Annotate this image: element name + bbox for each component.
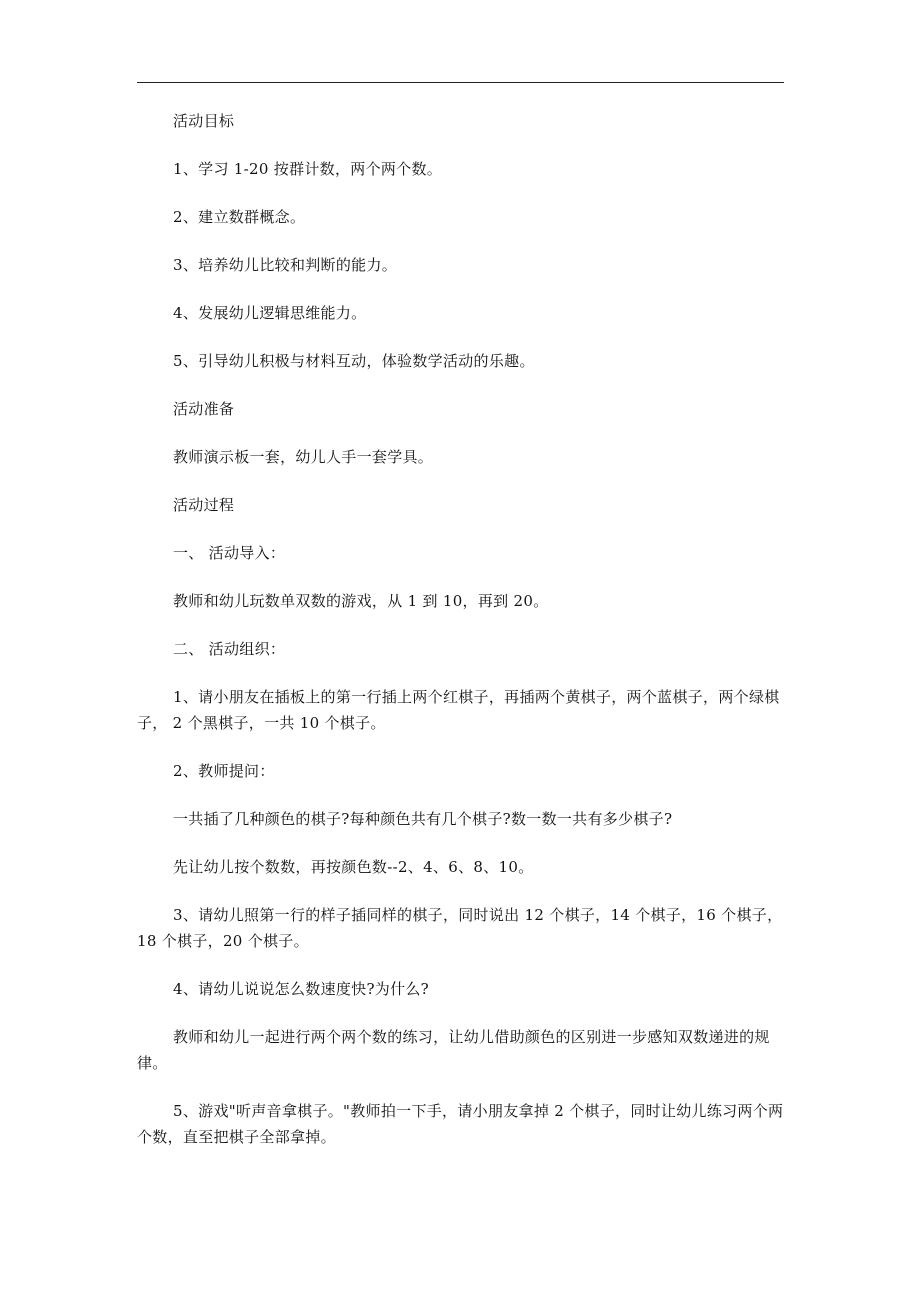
goal-item-1: 1、学习 1-20 按群计数，两个两个数。 bbox=[173, 160, 443, 178]
goal-item-3: 3、培养幼儿比较和判断的能力。 bbox=[173, 256, 398, 274]
practice-text: 教师和幼儿一起进行两个两个数的练习，让幼儿借助颜色的区别进一步感知双数递进的规律。 bbox=[137, 1028, 770, 1072]
step-1-text: 1、请小朋友在插板上的第一行插上两个红棋子，再插两个黄棋子，两个蓝棋子，两个绿棋子， 2 个黑棋子，一共 10 个棋子。 bbox=[137, 688, 780, 732]
heading-activity-goals: 活动目标 bbox=[173, 112, 235, 130]
preparation-text: 教师演示板一套，幼儿人手一套学具。 bbox=[173, 448, 434, 466]
step-3-text: 3、请幼儿照第一行的样子插同样的棋子，同时说出 12 个棋子，14 个棋子，16 个棋子，18 个棋子，20 个棋子。 bbox=[137, 906, 783, 950]
heading-activity-preparation: 活动准备 bbox=[173, 400, 235, 418]
introduction-text: 教师和幼儿玩数单双数的游戏，从 1 到 10，再到 20。 bbox=[173, 592, 549, 610]
section-introduction: 一、 活动导入： bbox=[173, 544, 286, 562]
step-4-text: 4、请幼儿说说怎么数速度快?为什么? bbox=[173, 980, 430, 998]
goal-item-5: 5、引导幼儿积极与材料互动，体验数学活动的乐趣。 bbox=[173, 352, 535, 370]
document-body bbox=[137, 108, 784, 1150]
header-rule bbox=[137, 82, 784, 83]
teacher-question-text: 一共插了几种颜色的棋子?每种颜色共有几个棋子?数一数一共有多少棋子? bbox=[173, 810, 673, 828]
goal-item-2: 2、建立数群概念。 bbox=[173, 208, 306, 226]
step-2-text: 2、教师提问： bbox=[173, 762, 275, 780]
step-5-text: 5、游戏"听声音拿棋子。"教师拍一下手，请小朋友拿掉 2 个棋子，同时让幼儿练习两个两个数，直至把棋子全部拿掉。 bbox=[137, 1102, 784, 1146]
heading-activity-process: 活动过程 bbox=[173, 496, 235, 514]
counting-method-text: 先让幼儿按个数数，再按颜色数--2、4、6、8、10。 bbox=[173, 858, 534, 876]
goal-item-4: 4、发展幼儿逻辑思维能力。 bbox=[173, 304, 367, 322]
section-organization: 二、 活动组织： bbox=[173, 640, 286, 658]
